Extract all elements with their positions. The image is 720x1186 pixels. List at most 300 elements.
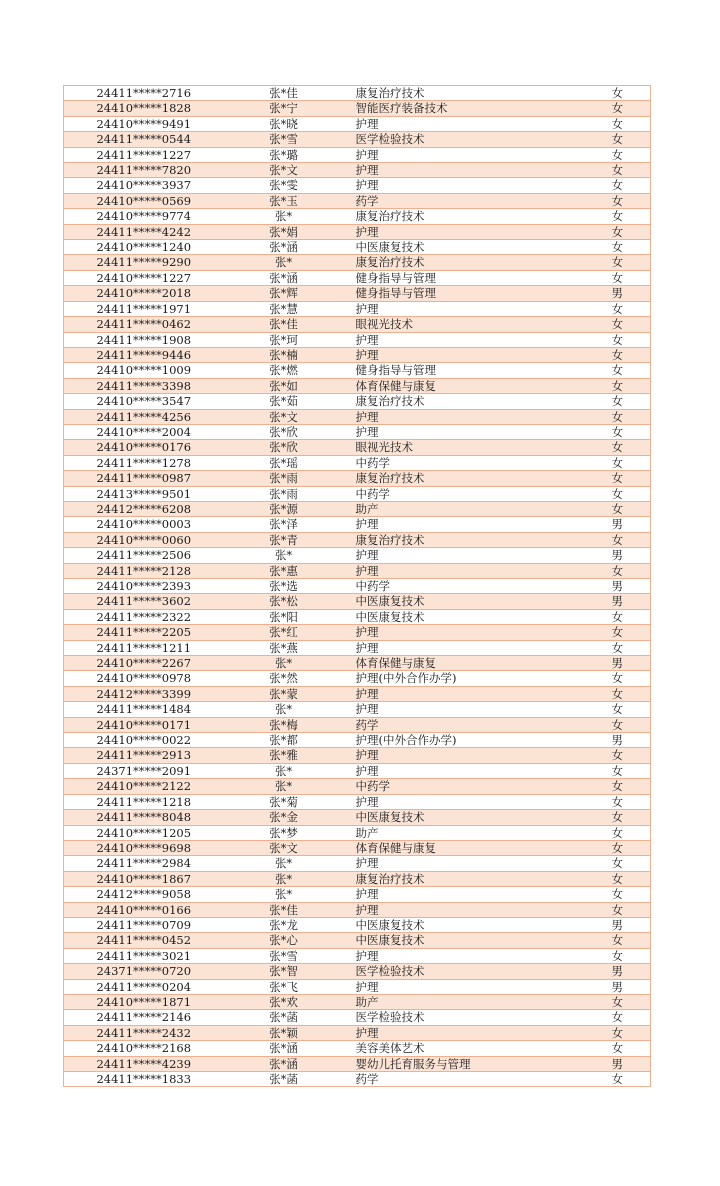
major-cell: 护理 — [344, 1025, 554, 1040]
student-id-cell: 24411*****0204 — [64, 979, 224, 994]
table-row — [64, 424, 651, 439]
student-table — [63, 85, 651, 1087]
gender-cell: 女 — [554, 101, 651, 116]
table-row — [64, 625, 651, 640]
major-cell: 中医康复技术 — [344, 594, 554, 609]
table-row — [64, 671, 651, 686]
table-row — [64, 1025, 651, 1040]
table-row — [64, 840, 651, 855]
table-row — [64, 748, 651, 763]
major-cell: 护理 — [344, 794, 554, 809]
gender-cell: 男 — [554, 548, 651, 563]
student-id-cell: 24410*****0978 — [64, 671, 224, 686]
student-id-cell: 24410*****0166 — [64, 902, 224, 917]
gender-cell: 女 — [554, 132, 651, 147]
table-row — [64, 902, 651, 917]
major-cell: 康复治疗技术 — [344, 394, 554, 409]
major-cell: 护理 — [344, 748, 554, 763]
gender-cell: 女 — [554, 994, 651, 1009]
major-cell: 护理 — [344, 902, 554, 917]
student-id-cell: 24411*****2205 — [64, 625, 224, 640]
student-name-cell: 张*心 — [224, 933, 344, 948]
gender-cell: 男 — [554, 1056, 651, 1071]
student-id-cell: 24411*****0544 — [64, 132, 224, 147]
major-cell: 护理 — [344, 702, 554, 717]
student-name-cell: 张*欢 — [224, 994, 344, 1009]
gender-cell: 女 — [554, 501, 651, 516]
student-id-cell: 24411*****8048 — [64, 810, 224, 825]
student-name-cell: 张*晓 — [224, 116, 344, 131]
gender-cell: 女 — [554, 224, 651, 239]
table-row — [64, 763, 651, 778]
major-cell: 中医康复技术 — [344, 917, 554, 932]
major-cell: 护理 — [344, 625, 554, 640]
gender-cell: 女 — [554, 948, 651, 963]
gender-cell: 女 — [554, 363, 651, 378]
student-id-cell: 24410*****0003 — [64, 517, 224, 532]
major-cell: 美容美体艺术 — [344, 1041, 554, 1056]
gender-cell: 女 — [554, 609, 651, 624]
student-name-cell: 张*雪 — [224, 948, 344, 963]
gender-cell: 女 — [554, 471, 651, 486]
gender-cell: 女 — [554, 810, 651, 825]
gender-cell: 女 — [554, 301, 651, 316]
student-name-cell: 张*涵 — [224, 270, 344, 285]
gender-cell: 男 — [554, 594, 651, 609]
table-row — [64, 486, 651, 501]
table-row — [64, 270, 651, 285]
table-row — [64, 378, 651, 393]
major-cell: 药学 — [344, 717, 554, 732]
major-cell: 护理 — [344, 948, 554, 963]
student-name-cell: 张*飞 — [224, 979, 344, 994]
major-cell: 护理 — [344, 563, 554, 578]
major-cell: 康复治疗技术 — [344, 471, 554, 486]
gender-cell: 女 — [554, 332, 651, 347]
student-id-cell: 24410*****0022 — [64, 733, 224, 748]
major-cell: 护理 — [344, 116, 554, 131]
gender-cell: 女 — [554, 748, 651, 763]
gender-cell: 女 — [554, 440, 651, 455]
student-name-cell: 张*涵 — [224, 1041, 344, 1056]
gender-cell: 女 — [554, 763, 651, 778]
major-cell: 护理 — [344, 409, 554, 424]
student-id-cell: 24411*****2716 — [64, 86, 224, 101]
student-id-cell: 24411*****0452 — [64, 933, 224, 948]
student-name-cell: 张*文 — [224, 840, 344, 855]
student-name-cell: 张*金 — [224, 810, 344, 825]
student-id-cell: 24411*****0709 — [64, 917, 224, 932]
student-id-cell: 24411*****3021 — [64, 948, 224, 963]
gender-cell: 男 — [554, 917, 651, 932]
student-name-cell: 张*楠 — [224, 347, 344, 362]
student-id-cell: 24410*****0171 — [64, 717, 224, 732]
student-name-cell: 张*菡 — [224, 1072, 344, 1087]
student-id-cell: 24411*****2128 — [64, 563, 224, 578]
major-cell: 康复治疗技术 — [344, 209, 554, 224]
table-row — [64, 86, 651, 101]
student-id-cell: 24410*****9491 — [64, 116, 224, 131]
gender-cell: 女 — [554, 317, 651, 332]
major-cell: 医学检验技术 — [344, 1010, 554, 1025]
student-name-cell: 张* — [224, 255, 344, 270]
gender-cell: 女 — [554, 270, 651, 285]
major-cell: 护理 — [344, 979, 554, 994]
student-name-cell: 张* — [224, 779, 344, 794]
student-name-cell: 张*梦 — [224, 825, 344, 840]
gender-cell: 女 — [554, 240, 651, 255]
major-cell: 护理 — [344, 517, 554, 532]
gender-cell: 女 — [554, 625, 651, 640]
student-name-cell: 张*慧 — [224, 301, 344, 316]
gender-cell: 女 — [554, 933, 651, 948]
student-name-cell: 张*选 — [224, 579, 344, 594]
student-id-cell: 24411*****3398 — [64, 378, 224, 393]
major-cell: 护理 — [344, 548, 554, 563]
major-cell: 体育保健与康复 — [344, 378, 554, 393]
major-cell: 助产 — [344, 501, 554, 516]
gender-cell: 女 — [554, 563, 651, 578]
gender-cell: 女 — [554, 532, 651, 547]
student-name-cell: 张*欣 — [224, 424, 344, 439]
major-cell: 护理 — [344, 301, 554, 316]
major-cell: 护理 — [344, 147, 554, 162]
gender-cell: 女 — [554, 178, 651, 193]
student-id-cell: 24410*****0569 — [64, 193, 224, 208]
table-row — [64, 933, 651, 948]
student-name-cell: 张*佳 — [224, 317, 344, 332]
table-row — [64, 455, 651, 470]
table-row — [64, 640, 651, 655]
table-row — [64, 240, 651, 255]
student-id-cell: 24412*****6208 — [64, 501, 224, 516]
student-name-cell: 张*涵 — [224, 240, 344, 255]
student-id-cell: 24410*****2393 — [64, 579, 224, 594]
table-row — [64, 594, 651, 609]
student-name-cell: 张*文 — [224, 163, 344, 178]
student-name-cell: 张*佳 — [224, 902, 344, 917]
table-row — [64, 856, 651, 871]
table-row — [64, 994, 651, 1009]
gender-cell: 女 — [554, 856, 651, 871]
student-name-cell: 张*蒙 — [224, 686, 344, 701]
student-name-cell: 张*雯 — [224, 178, 344, 193]
table-row — [64, 394, 651, 409]
gender-cell: 女 — [554, 640, 651, 655]
student-name-cell: 张*惠 — [224, 563, 344, 578]
student-id-cell: 24410*****1828 — [64, 101, 224, 116]
student-id-cell: 24410*****1227 — [64, 270, 224, 285]
student-name-cell: 张*智 — [224, 964, 344, 979]
major-cell: 智能医疗装备技术 — [344, 101, 554, 116]
student-id-cell: 24410*****1871 — [64, 994, 224, 1009]
major-cell: 医学检验技术 — [344, 964, 554, 979]
major-cell: 助产 — [344, 994, 554, 1009]
major-cell: 康复治疗技术 — [344, 86, 554, 101]
table-row — [64, 871, 651, 886]
gender-cell: 女 — [554, 779, 651, 794]
gender-cell: 女 — [554, 794, 651, 809]
student-name-cell: 张*璐 — [224, 147, 344, 162]
student-id-cell: 24411*****2984 — [64, 856, 224, 871]
table-row — [64, 1010, 651, 1025]
table-row — [64, 116, 651, 131]
student-id-cell: 24411*****1908 — [64, 332, 224, 347]
gender-cell: 女 — [554, 840, 651, 855]
student-name-cell: 张*宁 — [224, 101, 344, 116]
student-name-cell: 张*源 — [224, 501, 344, 516]
student-id-cell: 24411*****3602 — [64, 594, 224, 609]
student-name-cell: 张*颖 — [224, 1025, 344, 1040]
table-row — [64, 332, 651, 347]
student-id-cell: 24411*****0462 — [64, 317, 224, 332]
gender-cell: 女 — [554, 1072, 651, 1087]
major-cell: 康复治疗技术 — [344, 255, 554, 270]
student-name-cell: 张*龙 — [224, 917, 344, 932]
student-id-cell: 24371*****2091 — [64, 763, 224, 778]
student-id-cell: 24411*****9290 — [64, 255, 224, 270]
gender-cell: 女 — [554, 702, 651, 717]
gender-cell: 女 — [554, 1010, 651, 1025]
table-row — [64, 810, 651, 825]
table-row — [64, 147, 651, 162]
table-row — [64, 101, 651, 116]
student-name-cell: 张*松 — [224, 594, 344, 609]
student-name-cell: 张* — [224, 856, 344, 871]
major-cell: 护理 — [344, 424, 554, 439]
table-row — [64, 702, 651, 717]
table-row — [64, 948, 651, 963]
major-cell: 护理 — [344, 856, 554, 871]
gender-cell: 女 — [554, 671, 651, 686]
student-name-cell: 张* — [224, 871, 344, 886]
major-cell: 体育保健与康复 — [344, 840, 554, 855]
gender-cell: 男 — [554, 733, 651, 748]
student-id-cell: 24411*****0987 — [64, 471, 224, 486]
student-name-cell: 张*如 — [224, 378, 344, 393]
gender-cell: 女 — [554, 378, 651, 393]
student-name-cell: 张* — [224, 763, 344, 778]
table-row — [64, 964, 651, 979]
student-name-cell: 张*珂 — [224, 332, 344, 347]
student-id-cell: 24410*****2004 — [64, 424, 224, 439]
major-cell: 中医康复技术 — [344, 240, 554, 255]
student-name-cell: 张*文 — [224, 409, 344, 424]
student-id-cell: 24371*****0720 — [64, 964, 224, 979]
student-id-cell: 24411*****1278 — [64, 455, 224, 470]
major-cell: 医学检验技术 — [344, 132, 554, 147]
major-cell: 护理 — [344, 640, 554, 655]
gender-cell: 男 — [554, 579, 651, 594]
student-name-cell: 张*涵 — [224, 1056, 344, 1071]
gender-cell: 女 — [554, 347, 651, 362]
major-cell: 助产 — [344, 825, 554, 840]
gender-cell: 女 — [554, 871, 651, 886]
student-id-cell: 24411*****4256 — [64, 409, 224, 424]
student-id-cell: 24411*****1227 — [64, 147, 224, 162]
gender-cell: 女 — [554, 1025, 651, 1040]
table-row — [64, 579, 651, 594]
student-name-cell: 张* — [224, 548, 344, 563]
table-row — [64, 825, 651, 840]
student-name-cell: 张*雅 — [224, 748, 344, 763]
gender-cell: 女 — [554, 902, 651, 917]
student-id-cell: 24410*****0060 — [64, 532, 224, 547]
student-id-cell: 24410*****2018 — [64, 286, 224, 301]
table-row — [64, 286, 651, 301]
table-row — [64, 717, 651, 732]
major-cell: 护理 — [344, 224, 554, 239]
gender-cell: 女 — [554, 409, 651, 424]
student-name-cell: 张* — [224, 887, 344, 902]
student-id-cell: 24410*****3547 — [64, 394, 224, 409]
table-row — [64, 501, 651, 516]
table-row — [64, 609, 651, 624]
major-cell: 健身指导与管理 — [344, 363, 554, 378]
gender-cell: 男 — [554, 979, 651, 994]
gender-cell: 女 — [554, 193, 651, 208]
student-name-cell: 张*辉 — [224, 286, 344, 301]
major-cell: 护理(中外合作办学) — [344, 671, 554, 686]
gender-cell: 女 — [554, 455, 651, 470]
major-cell: 药学 — [344, 193, 554, 208]
table-row — [64, 209, 651, 224]
student-id-cell: 24411*****9446 — [64, 347, 224, 362]
table-row — [64, 255, 651, 270]
table-row — [64, 532, 651, 547]
gender-cell: 女 — [554, 147, 651, 162]
student-name-cell: 张*雨 — [224, 471, 344, 486]
table-row — [64, 363, 651, 378]
student-name-cell: 张*然 — [224, 671, 344, 686]
table-row — [64, 794, 651, 809]
gender-cell: 女 — [554, 887, 651, 902]
table-row — [64, 224, 651, 239]
gender-cell: 女 — [554, 209, 651, 224]
major-cell: 药学 — [344, 1072, 554, 1087]
student-id-cell: 24411*****1833 — [64, 1072, 224, 1087]
student-id-cell: 24412*****3399 — [64, 686, 224, 701]
student-id-cell: 24411*****1484 — [64, 702, 224, 717]
table-row — [64, 887, 651, 902]
student-id-cell: 24411*****4239 — [64, 1056, 224, 1071]
table-row — [64, 132, 651, 147]
student-name-cell: 张*燕 — [224, 640, 344, 655]
student-id-cell: 24410*****2122 — [64, 779, 224, 794]
gender-cell: 男 — [554, 517, 651, 532]
student-id-cell: 24410*****9698 — [64, 840, 224, 855]
major-cell: 中医康复技术 — [344, 810, 554, 825]
student-name-cell: 张* — [224, 209, 344, 224]
student-name-cell: 张*红 — [224, 625, 344, 640]
table-row — [64, 1072, 651, 1087]
student-name-cell: 张*玉 — [224, 193, 344, 208]
table-row — [64, 686, 651, 701]
student-id-cell: 24410*****3937 — [64, 178, 224, 193]
gender-cell: 女 — [554, 255, 651, 270]
major-cell: 中医康复技术 — [344, 609, 554, 624]
student-id-cell: 24410*****2267 — [64, 656, 224, 671]
major-cell: 护理 — [344, 178, 554, 193]
table-row — [64, 178, 651, 193]
student-name-cell: 张*都 — [224, 733, 344, 748]
student-id-cell: 24410*****1009 — [64, 363, 224, 378]
major-cell: 中药学 — [344, 486, 554, 501]
table-row — [64, 471, 651, 486]
gender-cell: 男 — [554, 656, 651, 671]
student-id-cell: 24411*****2432 — [64, 1025, 224, 1040]
gender-cell: 女 — [554, 1041, 651, 1056]
table-row — [64, 517, 651, 532]
table-row — [64, 917, 651, 932]
table-row — [64, 347, 651, 362]
major-cell: 护理 — [344, 163, 554, 178]
student-name-cell: 张*雨 — [224, 486, 344, 501]
major-cell: 护理 — [344, 763, 554, 778]
gender-cell: 女 — [554, 717, 651, 732]
major-cell: 健身指导与管理 — [344, 286, 554, 301]
gender-cell: 女 — [554, 686, 651, 701]
student-name-cell: 张*雪 — [224, 132, 344, 147]
student-name-cell: 张*菊 — [224, 794, 344, 809]
table-row — [64, 733, 651, 748]
student-id-cell: 24410*****1867 — [64, 871, 224, 886]
table-row — [64, 1056, 651, 1071]
table-row — [64, 440, 651, 455]
gender-cell: 女 — [554, 163, 651, 178]
major-cell: 眼视光技术 — [344, 440, 554, 455]
student-name-cell: 张*茹 — [224, 394, 344, 409]
student-name-cell: 张* — [224, 656, 344, 671]
student-id-cell: 24411*****2506 — [64, 548, 224, 563]
gender-cell: 女 — [554, 394, 651, 409]
student-name-cell: 张* — [224, 702, 344, 717]
major-cell: 护理 — [344, 332, 554, 347]
student-id-cell: 24410*****1205 — [64, 825, 224, 840]
major-cell: 护理 — [344, 347, 554, 362]
table-row — [64, 193, 651, 208]
major-cell: 护理 — [344, 887, 554, 902]
gender-cell: 女 — [554, 486, 651, 501]
student-id-cell: 24410*****9774 — [64, 209, 224, 224]
major-cell: 中药学 — [344, 579, 554, 594]
table-row — [64, 163, 651, 178]
student-name-cell: 张*瑶 — [224, 455, 344, 470]
major-cell: 眼视光技术 — [344, 317, 554, 332]
gender-cell: 女 — [554, 825, 651, 840]
table-row — [64, 1041, 651, 1056]
major-cell: 护理 — [344, 686, 554, 701]
table-row — [64, 548, 651, 563]
major-cell: 中药学 — [344, 455, 554, 470]
gender-cell: 女 — [554, 116, 651, 131]
table-row — [64, 979, 651, 994]
major-cell: 护理(中外合作办学) — [344, 733, 554, 748]
student-name-cell: 张*青 — [224, 532, 344, 547]
student-table-body — [64, 86, 651, 1087]
student-id-cell: 24410*****1240 — [64, 240, 224, 255]
table-row — [64, 563, 651, 578]
student-id-cell: 24411*****4242 — [64, 224, 224, 239]
student-name-cell: 张*娟 — [224, 224, 344, 239]
student-id-cell: 24411*****1211 — [64, 640, 224, 655]
student-name-cell: 张*欣 — [224, 440, 344, 455]
student-id-cell: 24411*****7820 — [64, 163, 224, 178]
table-row — [64, 656, 651, 671]
student-id-cell: 24411*****2146 — [64, 1010, 224, 1025]
student-id-cell: 24410*****0176 — [64, 440, 224, 455]
gender-cell: 女 — [554, 424, 651, 439]
